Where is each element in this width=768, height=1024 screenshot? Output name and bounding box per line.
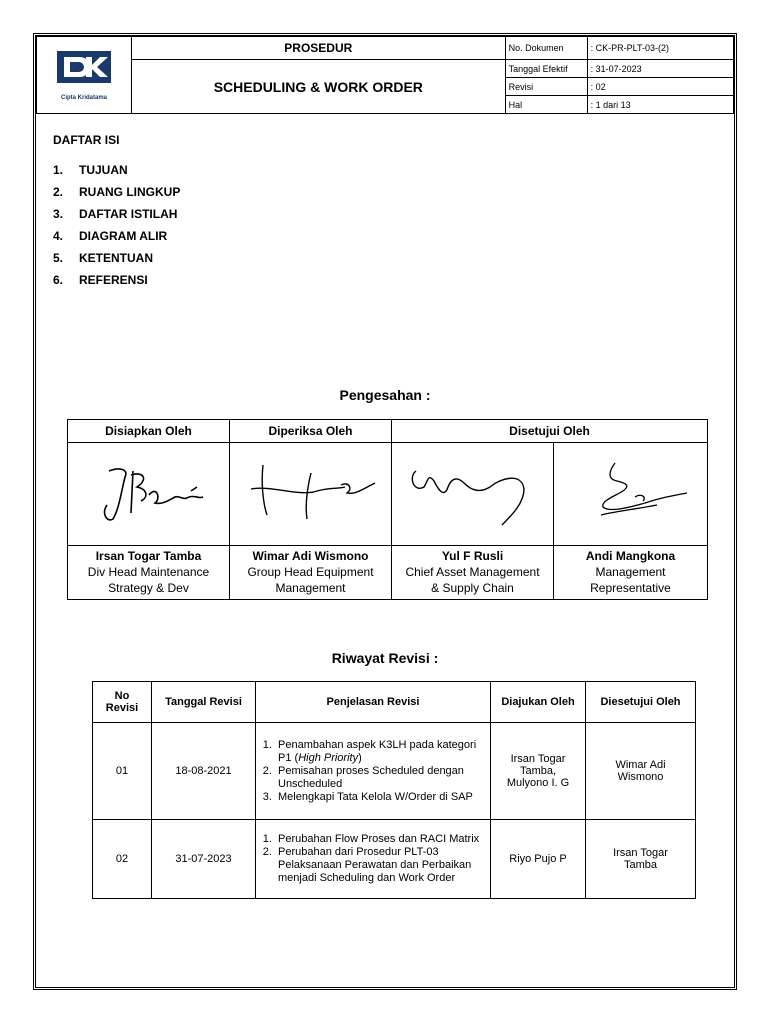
toc-num: 2. [53,185,64,199]
rev-submitted-line: Mulyono I. G [506,777,570,789]
doc-type: PROSEDUR [132,37,506,60]
toc-num: 3. [53,207,64,221]
signer-cell [230,546,392,600]
toc-label: REFERENSI [79,273,148,287]
toc-item [53,207,180,229]
prepared-header: Disiapkan Oleh [68,420,230,443]
document-frame [33,33,737,990]
rev-desc-item [275,739,489,765]
toc-label: TUJUAN [79,163,128,177]
signature-2-icon [241,453,381,533]
approval-title: Pengesahan : [339,387,431,403]
signer-cell [68,546,230,600]
signer-name: Irsan Togar Tamba [95,549,202,563]
meta-value: : 02 [587,78,733,96]
logo-cell [37,37,132,114]
rev-desc-item: 2. Pemisahan proses Scheduled dengan Unscheduled [275,765,489,791]
brand-name: Cipta Kridatama [60,95,107,101]
rev-approved-line: Tamba [623,859,658,871]
table-row [93,820,696,899]
checked-header: Diperiksa Oleh [230,420,392,443]
signature-cell [68,443,230,546]
meta-value: : 31-07-2023 [587,60,733,78]
rev-submitted-line: Tamba, [519,765,557,777]
meta-label: Hal [505,96,587,114]
rev-desc [256,723,491,820]
signature-cell [392,443,554,546]
rev-date: 18-08-2021 [152,723,256,820]
col-submitted: Diajukan Oleh [491,682,586,723]
signer-role: Chief Asset Management [405,565,540,579]
toc-item [53,185,180,207]
signer-role: Management [595,565,666,579]
rev-approved-line: Wismono [617,771,664,783]
signer-role: Strategy & Dev [108,581,189,595]
rev-no: 01 [93,723,152,820]
rev-desc-text: Penambahan aspek K3LH pada kategori P1 ( [278,738,477,764]
signer-role: Div Head Maintenance [87,565,210,579]
rev-date: 31-07-2023 [152,820,256,899]
signer-role: & Supply Chain [431,581,514,595]
rev-desc-emphasis: High Priority [298,751,359,764]
meta-value: : 1 dari 13 [587,96,733,114]
toc-label: DAFTAR ISTILAH [79,207,178,221]
rev-desc-item: 1. Perubahan Flow Proses dan RACI Matrix [275,833,489,846]
toc-item [53,251,180,273]
toc-item [53,163,180,185]
table-of-contents [53,133,180,295]
signer-role: Group Head Equipment [247,565,374,579]
rev-desc [256,820,491,899]
toc-label: KETENTUAN [79,251,153,265]
document-header [36,36,734,114]
toc-label: DIAGRAM ALIR [79,229,168,243]
toc-label: RUANG LINGKUP [79,185,181,199]
meta-label: No. Dokumen [505,37,587,60]
approval-table [67,419,708,600]
doc-title: SCHEDULING & WORK ORDER [132,60,506,114]
signature-4-icon [561,453,701,533]
signature-1-icon [79,453,219,533]
approved-header: Disetujui Oleh [392,420,708,443]
table-row [93,723,696,820]
signer-cell [554,546,708,600]
rev-submitted: Riyo Pujo P [491,820,586,899]
meta-label: Tanggal Efektif [505,60,587,78]
rev-no: 02 [93,820,152,899]
toc-num: 4. [53,229,64,243]
signer-role: Representative [590,581,671,595]
col-date: Tanggal Revisi [152,682,256,723]
signer-role: Management [275,581,346,595]
rev-approved-line: Irsan Togar [613,847,668,859]
toc-title: DAFTAR ISI [53,133,120,147]
rev-approved [586,820,696,899]
signer-name: Wimar Adi Wismono [252,549,369,563]
signature-cell [230,443,392,546]
col-approved: Diesetujui Oleh [586,682,696,723]
signature-cell [554,443,708,546]
rev-desc-item: 2. Perubahan dari Prosedur PLT-03 Pelaksanaan Perawatan dan Perbaikan menjadi Scheduling dan Work Order [275,846,489,885]
rev-submitted [491,723,586,820]
rev-approved-line: Wimar Adi [615,759,666,771]
revision-title: Riwayat Revisi : [331,650,439,666]
meta-label: Revisi [505,78,587,96]
rev-desc-text: ) [358,751,362,764]
col-no-label: No [114,690,130,702]
col-no-label: Revisi [105,702,139,714]
rev-desc-item: 3. Melengkapi Tata Kelola W/Order di SAP [275,791,489,804]
signer-name: Andi Mangkona [585,549,676,563]
toc-num: 1. [53,163,64,177]
toc-num: 6. [53,273,64,287]
rev-submitted-line: Irsan Togar [510,753,566,765]
signer-name: Yul F Rusli [441,549,504,563]
signature-3-icon [398,453,548,533]
company-logo-icon [56,49,112,89]
rev-approved [586,723,696,820]
revision-table [92,681,696,899]
meta-value: : CK-PR-PLT-03-(2) [587,37,733,60]
toc-item [53,229,180,251]
signer-cell [392,546,554,600]
col-no [93,682,152,723]
toc-num: 5. [53,251,64,265]
col-desc: Penjelasan Revisi [256,682,491,723]
toc-item [53,273,180,295]
